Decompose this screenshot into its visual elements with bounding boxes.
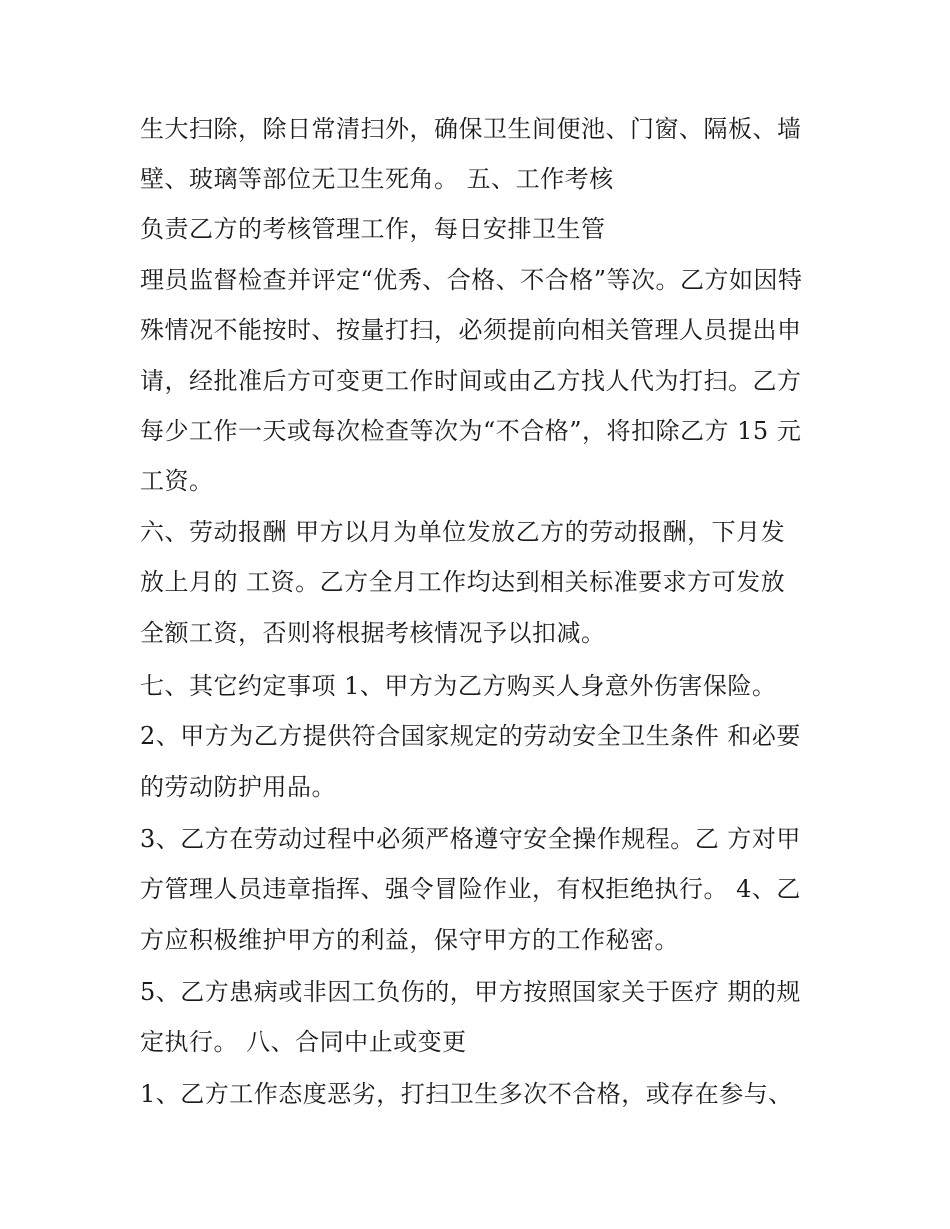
text-line: 每少工作一天或每次检查等次为“不合格”，将扣除乙方 15 元 <box>140 417 802 445</box>
text-line: 理员监督检查并评定“优秀、合格、不合格”等次。乙方如因特 <box>140 266 803 294</box>
text-line: 5、乙方患病或非因工负伤的，甲方按照国家关于医疗 期的规 <box>140 978 801 1006</box>
text-line: 方管理人员违章指挥、强令冒险作业，有权拒绝执行。 4、乙 <box>140 875 801 903</box>
text-line: 工资。 <box>140 467 214 495</box>
text-line: 放上月的 工资。乙方全月工作均达到相关标准要求方可发放 <box>140 568 786 596</box>
text-line: 方应积极维护甲方的利益，保守甲方的工作秘密。 <box>140 926 679 954</box>
text-line: 2、甲方为乙方提供符合国家规定的劳动安全卫生条件 和必要 <box>140 722 801 750</box>
text-line: 定执行。 八、合同中止或变更 <box>140 1028 467 1056</box>
text-line: 七、其它约定事项 1、甲方为乙方购买人身意外伤害保险。 <box>140 672 777 700</box>
text-line: 1、乙方工作态度恶劣，打扫卫生多次不合格，或存在参与、 <box>140 1080 793 1108</box>
text-line: 壁、玻璃等部位无卫生死角。 五、工作考核 <box>140 165 614 193</box>
text-line: 请，经批准后方可变更工作时间或由乙方找人代为打扫。乙方 <box>140 367 802 395</box>
text-line: 殊情况不能按时、按量打扫，必须提前向相关管理人员提出申 <box>140 316 802 344</box>
text-line: 3、乙方在劳动过程中必须严格遵守安全操作规程。乙 方对甲 <box>140 825 801 853</box>
text-line: 全额工资，否则将根据考核情况予以扣减。 <box>140 619 606 647</box>
text-line: 六、劳动报酬 甲方以月为单位发放乙方的劳动报酬，下月发 <box>140 518 786 546</box>
text-line: 生大扫除，除日常清扫外，确保卫生间便池、门窗、隔板、墙 <box>140 115 802 143</box>
text-line: 负责乙方的考核管理工作，每日安排卫生管 <box>140 215 606 243</box>
text-line: 的劳动防护用品。 <box>140 773 336 801</box>
